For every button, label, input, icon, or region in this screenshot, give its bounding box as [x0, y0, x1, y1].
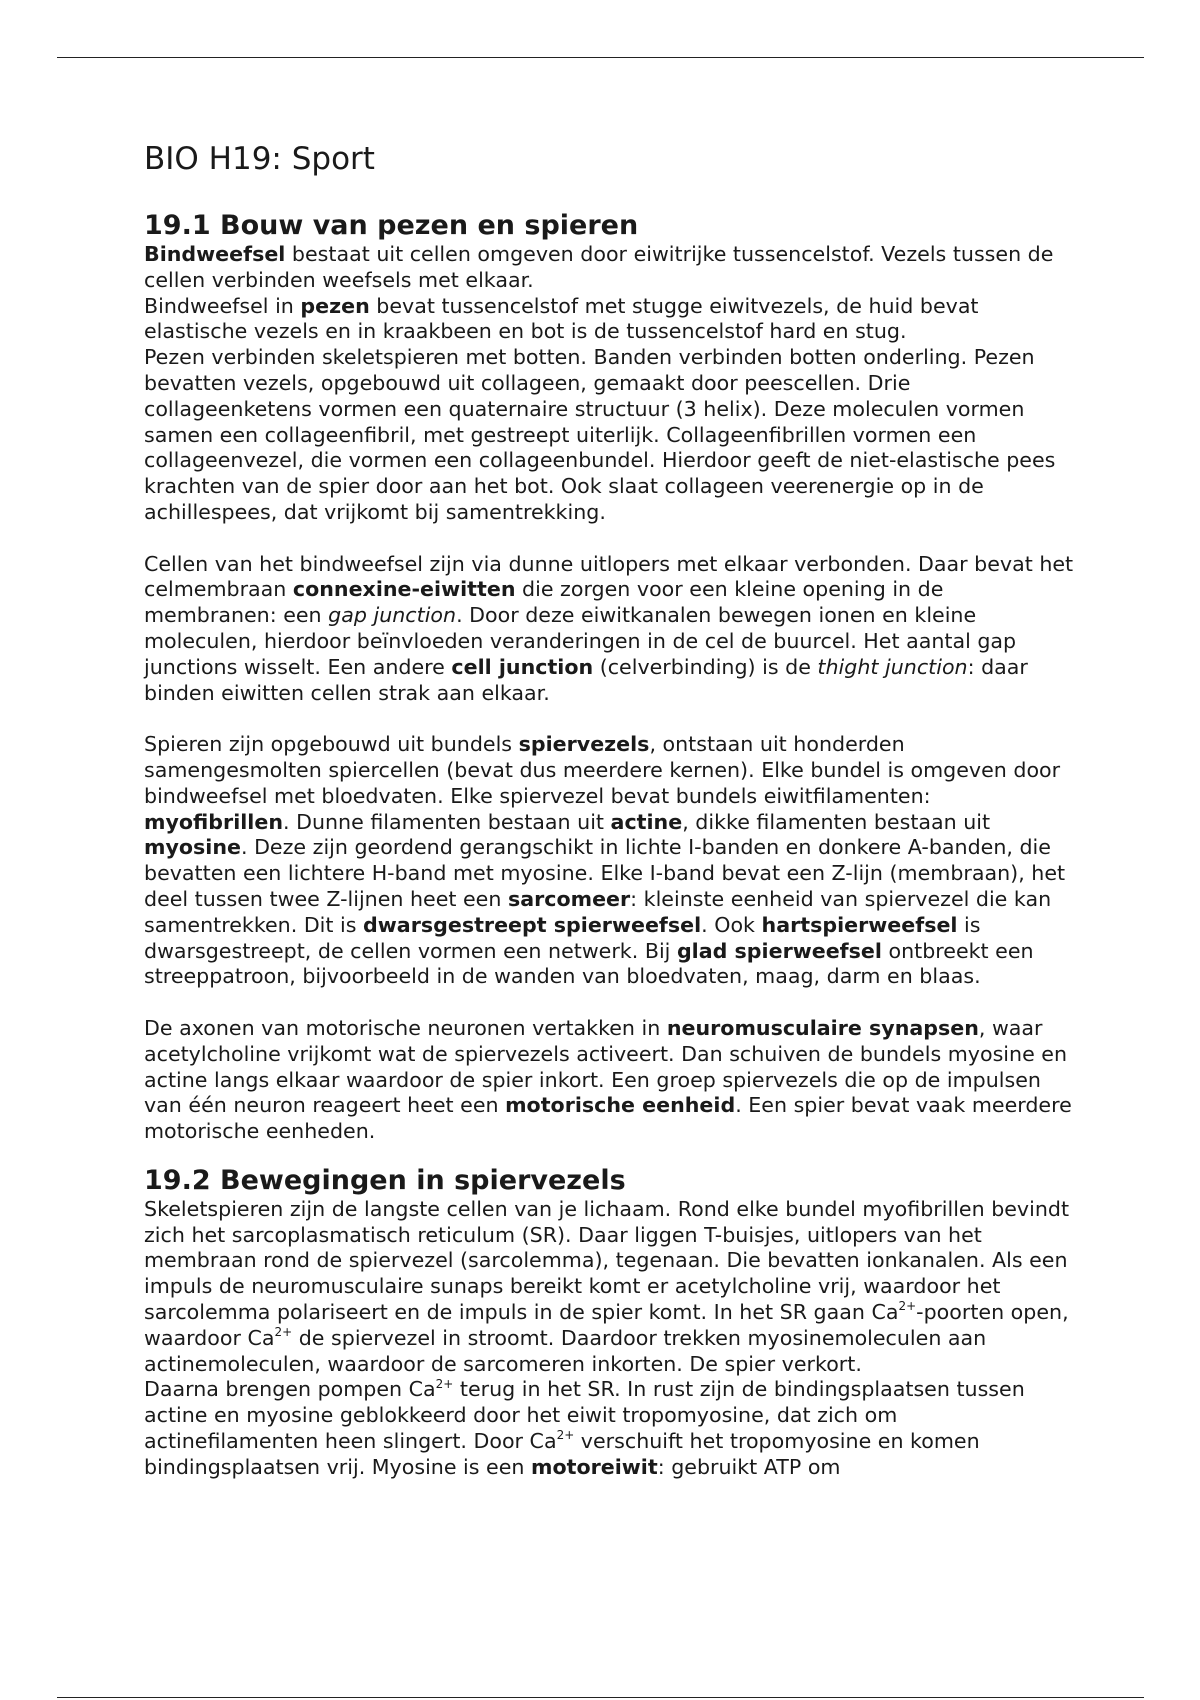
term-cell-junction: cell junction [451, 654, 594, 679]
term-spiervezels: spiervezels [518, 732, 650, 757]
paragraph-neuromusculair: De axonen van motorische neuronen vertakken in neuromusculaire synapsen, waar acetylcholine vrijkomt wat de spiervezels activeert. Dan schuiven de bundels myosine en actine langs elkaar waardoor de spier inkort. Een groep spiervezels die op de impulsen van één neuron reageert heet een motorische eenheid. Een spier bevat vaak meerdere motorische eenheden. [144, 1015, 1072, 1144]
term-motorische-eenheid: motorische eenheid [505, 1093, 736, 1118]
document-title: BIO H19: Sport [144, 141, 375, 177]
paragraph-gap [144, 526, 1074, 552]
footer-rule [57, 1697, 1144, 1698]
section-heading-19-1: 19.1 Bouw van pezen en spieren [144, 210, 639, 241]
term-thight-junction: thight junction [817, 654, 968, 679]
paragraph-collageen: Pezen verbinden skeletspieren met botten. Banden verbinden botten onderling. Pezen bevatten vezels, opgebouwd uit collageen, gemaakt door peescellen. Drie collageenketens vormen een quaternaire structuur (3 helix). Deze moleculen vormen samen een collageenfibril, met gestreept uiterlijk. Collageenfibrillen vormen een collageenvezel, die vormen een collageenbundel. Hierdoor geeft de niet-elastische pees krachten van de spier door aan het bot. Ook slaat collageen veerenergie op in de achillespees, dat vrijkomt bij samentrekking. [144, 345, 1056, 524]
paragraph-pezen: Bindweefsel in pezen bevat tussencelstof met stugge eiwitvezels, de huid bevat elastische vezels en in kraakbeen en bot is de tussencelstof hard en stug. [144, 293, 979, 344]
term-actine: actine [610, 809, 683, 834]
paragraph-skeletspieren: Skeletspieren zijn de langste cellen van je lichaam. Rond elke bundel myofibrillen bevindt zich het sarcoplasmatisch reticulum (SR). Daar liggen T-buisjes, uitlopers van het membraan rond de spiervezel (sarcolemma), tegenaan. Die bevatten ionkanalen. Als een impuls de neuromusculaire sunaps bereikt komt er acetylcholine vrij, waardoor het sarcolemma polariseert en de impuls in de spier komt. In het SR gaan $Ca^{2+}$-poorten open, waardoor $Ca^{2+}$ de spiervezel in stroomt. Daardoor trekken myosinemoleculen aan actinemoleculen, waardoor de sarcomeren inkorten. De spier verkort. [144, 1196, 1070, 1376]
term-glad-spierweefsel: glad spierweefsel [676, 938, 882, 963]
paragraph-tropomyosine: Daarna brengen pompen $Ca^{2+}$ terug in het SR. In rust zijn de bindingsplaatsen tussen actine en myosine geblokkeerd door het eiwit tropomyosine, dat zich om actinefilamenten heen slingert. Door $Ca^{2+}$ verschuift het tropomyosine en komen bindingsplaatsen vrij. Myosine is een motoreiwit: gebruikt ATP om [144, 1376, 1025, 1479]
document-body [144, 136, 1074, 1481]
term-motoreiwit: motoreiwit [531, 1454, 658, 1479]
paragraph-bindweefsel: Bindweefsel bestaat uit cellen omgeven door eiwitrijke tussencelstof. Vezels tussen de cellen verbinden weefsels met elkaar. [144, 242, 1054, 292]
term-dwarsgestreept-spierweefsel: dwarsgestreept spierweefsel [363, 912, 702, 937]
paragraph-spiervezels: Spieren zijn opgebouwd uit bundels spiervezels, ontstaan uit honderden samengesmolten spiercellen (bevat dus meerdere kernen). Elke bundel is omgeven door bindweefsel met bloedvaten. Elke spiervezel bevat bundels eiwitfilamenten: myofibrillen. Dunne filamenten bestaan uit actine, dikke filamenten bestaan uit myosine. Deze zijn geordend gerangschikt in lichte I-banden en donkere A-banden, die bevatten een lichtere H-band met myosine. Elke I-band bevat een Z-lijn (membraan), het deel tussen twee Z-lijnen heet een sarcomeer: kleinste eenheid van spiervezel die kan samentrekken. Dit is dwarsgestreept spierweefsel. Ook hartspierweefsel is dwarsgestreept, de cellen vormen een netwerk. Bij glad spierweefsel ontbreekt een streeppatroon, bijvoorbeeld in de wanden van bloedvaten, maag, darm en blaas. [144, 732, 1066, 989]
term-connexine-eiwitten: connexine-eiwitten [292, 577, 516, 602]
term-hartspierweefsel: hartspierweefsel [761, 912, 958, 937]
section-heading-19-2: 19.2 Bewegingen in spiervezels [144, 1164, 626, 1196]
term-sarcomeer: sarcomeer [507, 886, 631, 911]
term-neuromusculaire-synapsen: neuromusculaire synapsen [666, 1015, 979, 1040]
term-pezen: pezen [300, 293, 370, 318]
paragraph-gap-junction: Cellen van het bindweefsel zijn via dunne uitlopers met elkaar verbonden. Daar bevat het celmembraan connexine-eiwitten die zorgen voor een kleine opening in de membranen: een gap junction. Door deze eiwitkanalen bewegen ionen en kleine moleculen, hierdoor beïnvloeden veranderingen in de cel de buurcel. Het aantal gap junctions wisselt. Een andere cell junction (celverbinding) is de thight junction: daar binden eiwitten cellen strak aan elkaar. [144, 551, 1074, 705]
term-gap-junction: gap junction [328, 603, 457, 628]
paragraph-gap [144, 990, 1074, 1016]
header-rule [57, 57, 1144, 58]
term-myosine: myosine [144, 835, 241, 860]
term-myofibrillen: myofibrillen [144, 809, 283, 834]
paragraph-gap [144, 706, 1074, 732]
term-bindweefsel: Bindweefsel [144, 242, 286, 266]
